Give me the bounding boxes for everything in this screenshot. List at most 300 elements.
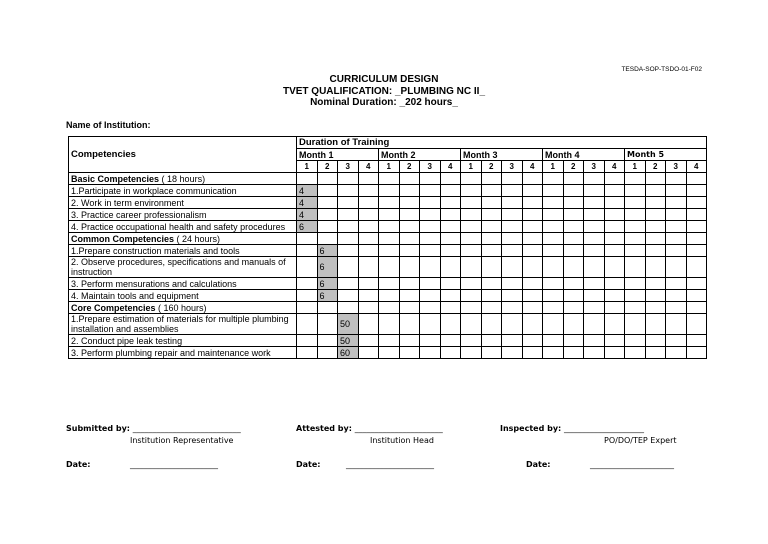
week-cell (399, 245, 420, 257)
week-cell (563, 197, 584, 209)
week-cell (625, 290, 646, 302)
week-cell (379, 290, 400, 302)
week-cell (502, 302, 523, 314)
inspected-role: PO/DO/TEP Expert (604, 436, 677, 445)
week-cell (379, 197, 400, 209)
section-row (69, 233, 707, 245)
attested-label: Attested by: (296, 424, 352, 433)
week-cell (297, 245, 318, 257)
week-cell (461, 302, 482, 314)
week-cell (317, 302, 338, 314)
inspected-signature-line[interactable]: ____________________ (564, 424, 645, 433)
week-cell (420, 245, 441, 257)
week-cell (502, 221, 523, 233)
week-cell (297, 314, 318, 335)
week-cell (686, 257, 707, 278)
week-cell (522, 302, 543, 314)
week-cell (522, 278, 543, 290)
week-cell (604, 209, 625, 221)
week-cell (481, 221, 502, 233)
week-number: 4 (440, 161, 461, 173)
week-cell (399, 197, 420, 209)
submitted-label: Submitted by: (66, 424, 130, 433)
week-cell (543, 290, 564, 302)
week-cell (420, 209, 441, 221)
week-cell (338, 185, 359, 197)
week-cell (584, 245, 605, 257)
week-cell (358, 302, 379, 314)
week-cell (666, 290, 687, 302)
month-header: Month 3 (461, 149, 543, 161)
week-cell (666, 347, 687, 359)
week-cell (543, 221, 564, 233)
week-cell (522, 257, 543, 278)
submitted-signature-line[interactable]: ___________________________ (132, 424, 241, 433)
week-cell (297, 278, 318, 290)
week-cell (563, 221, 584, 233)
week-number: 3 (666, 161, 687, 173)
week-cell (604, 290, 625, 302)
week-cell (522, 233, 543, 245)
competencies-header: Competencies (69, 137, 297, 173)
competency-label: 2. Conduct pipe leak testing (69, 335, 297, 347)
attested-by (296, 424, 443, 433)
week-cell (563, 314, 584, 335)
week-number: 3 (584, 161, 605, 173)
week-cell (543, 233, 564, 245)
week-cell (481, 314, 502, 335)
week-cell (420, 278, 441, 290)
section-hours: ( 24 hours) (174, 233, 221, 244)
month-header: Month 4 (543, 149, 625, 161)
section-hours: ( 160 hours) (155, 302, 207, 313)
week-cell (379, 278, 400, 290)
week-cell (481, 335, 502, 347)
hours-value: 6 (317, 278, 338, 290)
week-cell (666, 221, 687, 233)
week-cell (317, 233, 338, 245)
week-cell (502, 173, 523, 185)
competency-row (69, 335, 707, 347)
week-cell (584, 278, 605, 290)
week-cell (440, 221, 461, 233)
week-cell (645, 197, 666, 209)
week-cell (584, 335, 605, 347)
week-cell (461, 233, 482, 245)
week-cell (666, 209, 687, 221)
week-cell (338, 209, 359, 221)
week-cell (317, 221, 338, 233)
week-cell (686, 209, 707, 221)
week-cell (522, 290, 543, 302)
competency-label: 1.Prepare estimation of materials for multiple plumbing installation and assemblies (69, 314, 297, 335)
week-cell (338, 197, 359, 209)
week-cell (297, 233, 318, 245)
week-cell (645, 278, 666, 290)
week-cell (522, 173, 543, 185)
week-cell (461, 221, 482, 233)
attested-signature-line[interactable]: ______________________ (354, 424, 443, 433)
week-cell (502, 209, 523, 221)
week-number: 2 (645, 161, 666, 173)
week-number: 1 (379, 161, 400, 173)
week-cell (563, 245, 584, 257)
week-cell (666, 302, 687, 314)
week-cell (399, 335, 420, 347)
week-cell (625, 185, 646, 197)
date-label-2: Date: (296, 460, 321, 469)
competency-row (69, 290, 707, 302)
week-cell (461, 245, 482, 257)
week-number: 4 (604, 161, 625, 173)
week-cell (440, 209, 461, 221)
submitted-by (66, 424, 241, 433)
week-number: 1 (461, 161, 482, 173)
hours-value: 6 (297, 221, 318, 233)
week-cell (420, 347, 441, 359)
week-cell (604, 233, 625, 245)
week-cell (338, 278, 359, 290)
week-cell (604, 257, 625, 278)
week-cell (317, 185, 338, 197)
section-name: Core Competencies (71, 302, 156, 313)
week-cell (440, 278, 461, 290)
week-cell (645, 245, 666, 257)
competency-label: 2. Observe procedures, specifications and manuals of instruction (69, 257, 297, 278)
week-cell (563, 335, 584, 347)
week-cell (645, 347, 666, 359)
week-cell (461, 314, 482, 335)
inspected-label: Inspected by: (500, 424, 562, 433)
week-number: 4 (358, 161, 379, 173)
week-cell (420, 197, 441, 209)
week-cell (625, 221, 646, 233)
week-cell (297, 290, 318, 302)
week-cell (563, 185, 584, 197)
week-cell (604, 302, 625, 314)
week-cell (461, 197, 482, 209)
week-cell (543, 185, 564, 197)
week-cell (543, 302, 564, 314)
week-cell (420, 233, 441, 245)
week-cell (522, 185, 543, 197)
week-cell (399, 347, 420, 359)
competency-label: 1.Prepare construction materials and tools (69, 245, 297, 257)
week-cell (317, 335, 338, 347)
week-cell (399, 185, 420, 197)
section-heading (69, 173, 297, 185)
week-cell (338, 302, 359, 314)
week-cell (522, 347, 543, 359)
week-cell (645, 233, 666, 245)
week-cell (399, 257, 420, 278)
week-cell (584, 173, 605, 185)
competency-row (69, 314, 707, 335)
competency-label: 1.Participate in workplace communication (69, 185, 297, 197)
week-cell (584, 209, 605, 221)
competency-row (69, 197, 707, 209)
week-cell (604, 245, 625, 257)
week-cell (379, 209, 400, 221)
week-number: 3 (502, 161, 523, 173)
hours-value: 50 (338, 335, 359, 347)
section-heading (69, 233, 297, 245)
week-cell (522, 245, 543, 257)
date-label-3: Date: (526, 460, 551, 469)
week-number: 4 (522, 161, 543, 173)
week-cell (502, 347, 523, 359)
duration-header: Duration of Training (297, 137, 707, 149)
week-cell (420, 290, 441, 302)
week-cell (440, 302, 461, 314)
week-cell (461, 278, 482, 290)
week-cell (686, 314, 707, 335)
competency-row (69, 278, 707, 290)
section-heading (69, 302, 297, 314)
week-cell (686, 347, 707, 359)
week-cell (358, 197, 379, 209)
competency-label: 4. Maintain tools and equipment (69, 290, 297, 302)
week-cell (686, 278, 707, 290)
week-cell (584, 302, 605, 314)
date-line-2[interactable]: ______________________ (346, 460, 434, 469)
week-cell (461, 209, 482, 221)
week-cell (481, 347, 502, 359)
week-cell (522, 197, 543, 209)
week-cell (584, 257, 605, 278)
competency-row (69, 347, 707, 359)
week-cell (666, 197, 687, 209)
week-cell (502, 257, 523, 278)
section-row (69, 302, 707, 314)
week-cell (379, 173, 400, 185)
week-cell (379, 233, 400, 245)
week-cell (666, 257, 687, 278)
week-cell (481, 245, 502, 257)
week-cell (666, 173, 687, 185)
week-cell (420, 302, 441, 314)
week-cell (440, 173, 461, 185)
week-cell (563, 302, 584, 314)
week-cell (440, 197, 461, 209)
competency-label: 3. Perform mensurations and calculations (69, 278, 297, 290)
week-cell (481, 197, 502, 209)
week-cell (604, 185, 625, 197)
week-cell (440, 185, 461, 197)
week-cell (379, 347, 400, 359)
week-cell (399, 233, 420, 245)
week-cell (543, 197, 564, 209)
document-code: TESDA-SOP-TSDO-01-F02 (621, 66, 702, 73)
week-cell (399, 314, 420, 335)
week-cell (481, 302, 502, 314)
week-cell (563, 209, 584, 221)
competency-label: 3. Practice career professionalism (69, 209, 297, 221)
week-cell (297, 347, 318, 359)
hours-value: 6 (317, 257, 338, 278)
week-cell (563, 278, 584, 290)
week-cell (358, 290, 379, 302)
inspected-by (500, 424, 644, 433)
week-cell (358, 245, 379, 257)
week-cell (440, 257, 461, 278)
header-row (69, 137, 707, 149)
week-number: 3 (338, 161, 359, 173)
week-cell (379, 302, 400, 314)
week-cell (420, 335, 441, 347)
week-cell (461, 347, 482, 359)
section-name: Common Competencies (71, 233, 175, 244)
week-cell (379, 257, 400, 278)
week-cell (502, 314, 523, 335)
week-cell (584, 290, 605, 302)
week-cell (645, 314, 666, 335)
document-title: CURRICULUM DESIGN (329, 74, 439, 85)
week-cell (522, 335, 543, 347)
section-name: Basic Competencies (71, 173, 160, 184)
week-number: 2 (399, 161, 420, 173)
week-cell (420, 185, 441, 197)
week-cell (338, 245, 359, 257)
week-cell (522, 314, 543, 335)
week-cell (358, 278, 379, 290)
week-cell (625, 302, 646, 314)
week-cell (379, 221, 400, 233)
week-cell (686, 185, 707, 197)
hours-value: 6 (317, 290, 338, 302)
competency-row (69, 221, 707, 233)
qualification-value: _PLUMBING NC II_ (395, 86, 486, 97)
week-cell (543, 245, 564, 257)
week-cell (338, 221, 359, 233)
week-cell (686, 245, 707, 257)
curriculum-table (68, 136, 707, 359)
hours-value: 50 (338, 314, 359, 335)
week-cell (461, 335, 482, 347)
week-cell (502, 290, 523, 302)
week-cell (481, 233, 502, 245)
week-cell (461, 173, 482, 185)
week-number: 2 (563, 161, 584, 173)
section-hours: ( 18 hours) (159, 173, 206, 184)
month-header: Month 5 (625, 149, 707, 161)
week-cell (604, 335, 625, 347)
week-cell (317, 314, 338, 335)
week-cell (420, 314, 441, 335)
week-cell (502, 233, 523, 245)
week-cell (461, 185, 482, 197)
week-number: 3 (420, 161, 441, 173)
week-cell (502, 335, 523, 347)
duration-label: Nominal Duration: (310, 97, 400, 108)
hours-value: 4 (297, 197, 318, 209)
week-number: 1 (297, 161, 318, 173)
qualification-label: TVET QUALIFICATION: (282, 86, 395, 97)
week-cell (584, 185, 605, 197)
date-line-1[interactable]: ______________________ (130, 460, 218, 469)
week-cell (297, 257, 318, 278)
week-cell (625, 173, 646, 185)
date-line-3[interactable]: _____________________ (590, 460, 674, 469)
week-cell (604, 221, 625, 233)
week-cell (645, 302, 666, 314)
week-cell (666, 314, 687, 335)
week-cell (563, 290, 584, 302)
week-cell (543, 335, 564, 347)
competency-row (69, 209, 707, 221)
week-cell (666, 278, 687, 290)
week-cell (399, 290, 420, 302)
hours-value: 4 (297, 185, 318, 197)
week-cell (686, 197, 707, 209)
date-label-1: Date: (66, 460, 91, 469)
competency-label: 3. Perform plumbing repair and maintenance work (69, 347, 297, 359)
week-cell (543, 347, 564, 359)
month-header: Month 2 (379, 149, 461, 161)
attested-role: Institution Head (370, 436, 434, 445)
week-cell (358, 347, 379, 359)
week-cell (686, 173, 707, 185)
week-cell (563, 173, 584, 185)
week-cell (563, 347, 584, 359)
week-cell (481, 173, 502, 185)
week-cell (543, 209, 564, 221)
submitted-role: Institution Representative (130, 436, 234, 445)
week-cell (358, 233, 379, 245)
week-cell (666, 335, 687, 347)
week-cell (584, 314, 605, 335)
week-cell (317, 209, 338, 221)
week-cell (420, 221, 441, 233)
week-cell (338, 173, 359, 185)
week-cell (358, 257, 379, 278)
week-cell (686, 233, 707, 245)
week-cell (440, 335, 461, 347)
week-cell (379, 185, 400, 197)
week-cell (522, 221, 543, 233)
week-cell (584, 221, 605, 233)
week-cell (625, 233, 646, 245)
week-cell (584, 347, 605, 359)
week-cell (625, 209, 646, 221)
month-header: Month 1 (297, 149, 379, 161)
week-cell (502, 278, 523, 290)
week-cell (440, 347, 461, 359)
duration-line (0, 97, 768, 109)
week-cell (666, 245, 687, 257)
week-cell (399, 221, 420, 233)
competency-row (69, 257, 707, 278)
competency-label: 2. Work in term environment (69, 197, 297, 209)
week-cell (625, 197, 646, 209)
week-cell (625, 335, 646, 347)
week-cell (645, 209, 666, 221)
week-cell (317, 173, 338, 185)
week-number: 4 (686, 161, 707, 173)
week-cell (379, 245, 400, 257)
week-cell (297, 335, 318, 347)
section-row (69, 173, 707, 185)
week-cell (338, 257, 359, 278)
week-cell (399, 209, 420, 221)
week-number: 2 (317, 161, 338, 173)
week-cell (338, 290, 359, 302)
week-cell (543, 314, 564, 335)
week-cell (604, 278, 625, 290)
week-cell (543, 173, 564, 185)
week-cell (399, 302, 420, 314)
week-cell (420, 257, 441, 278)
